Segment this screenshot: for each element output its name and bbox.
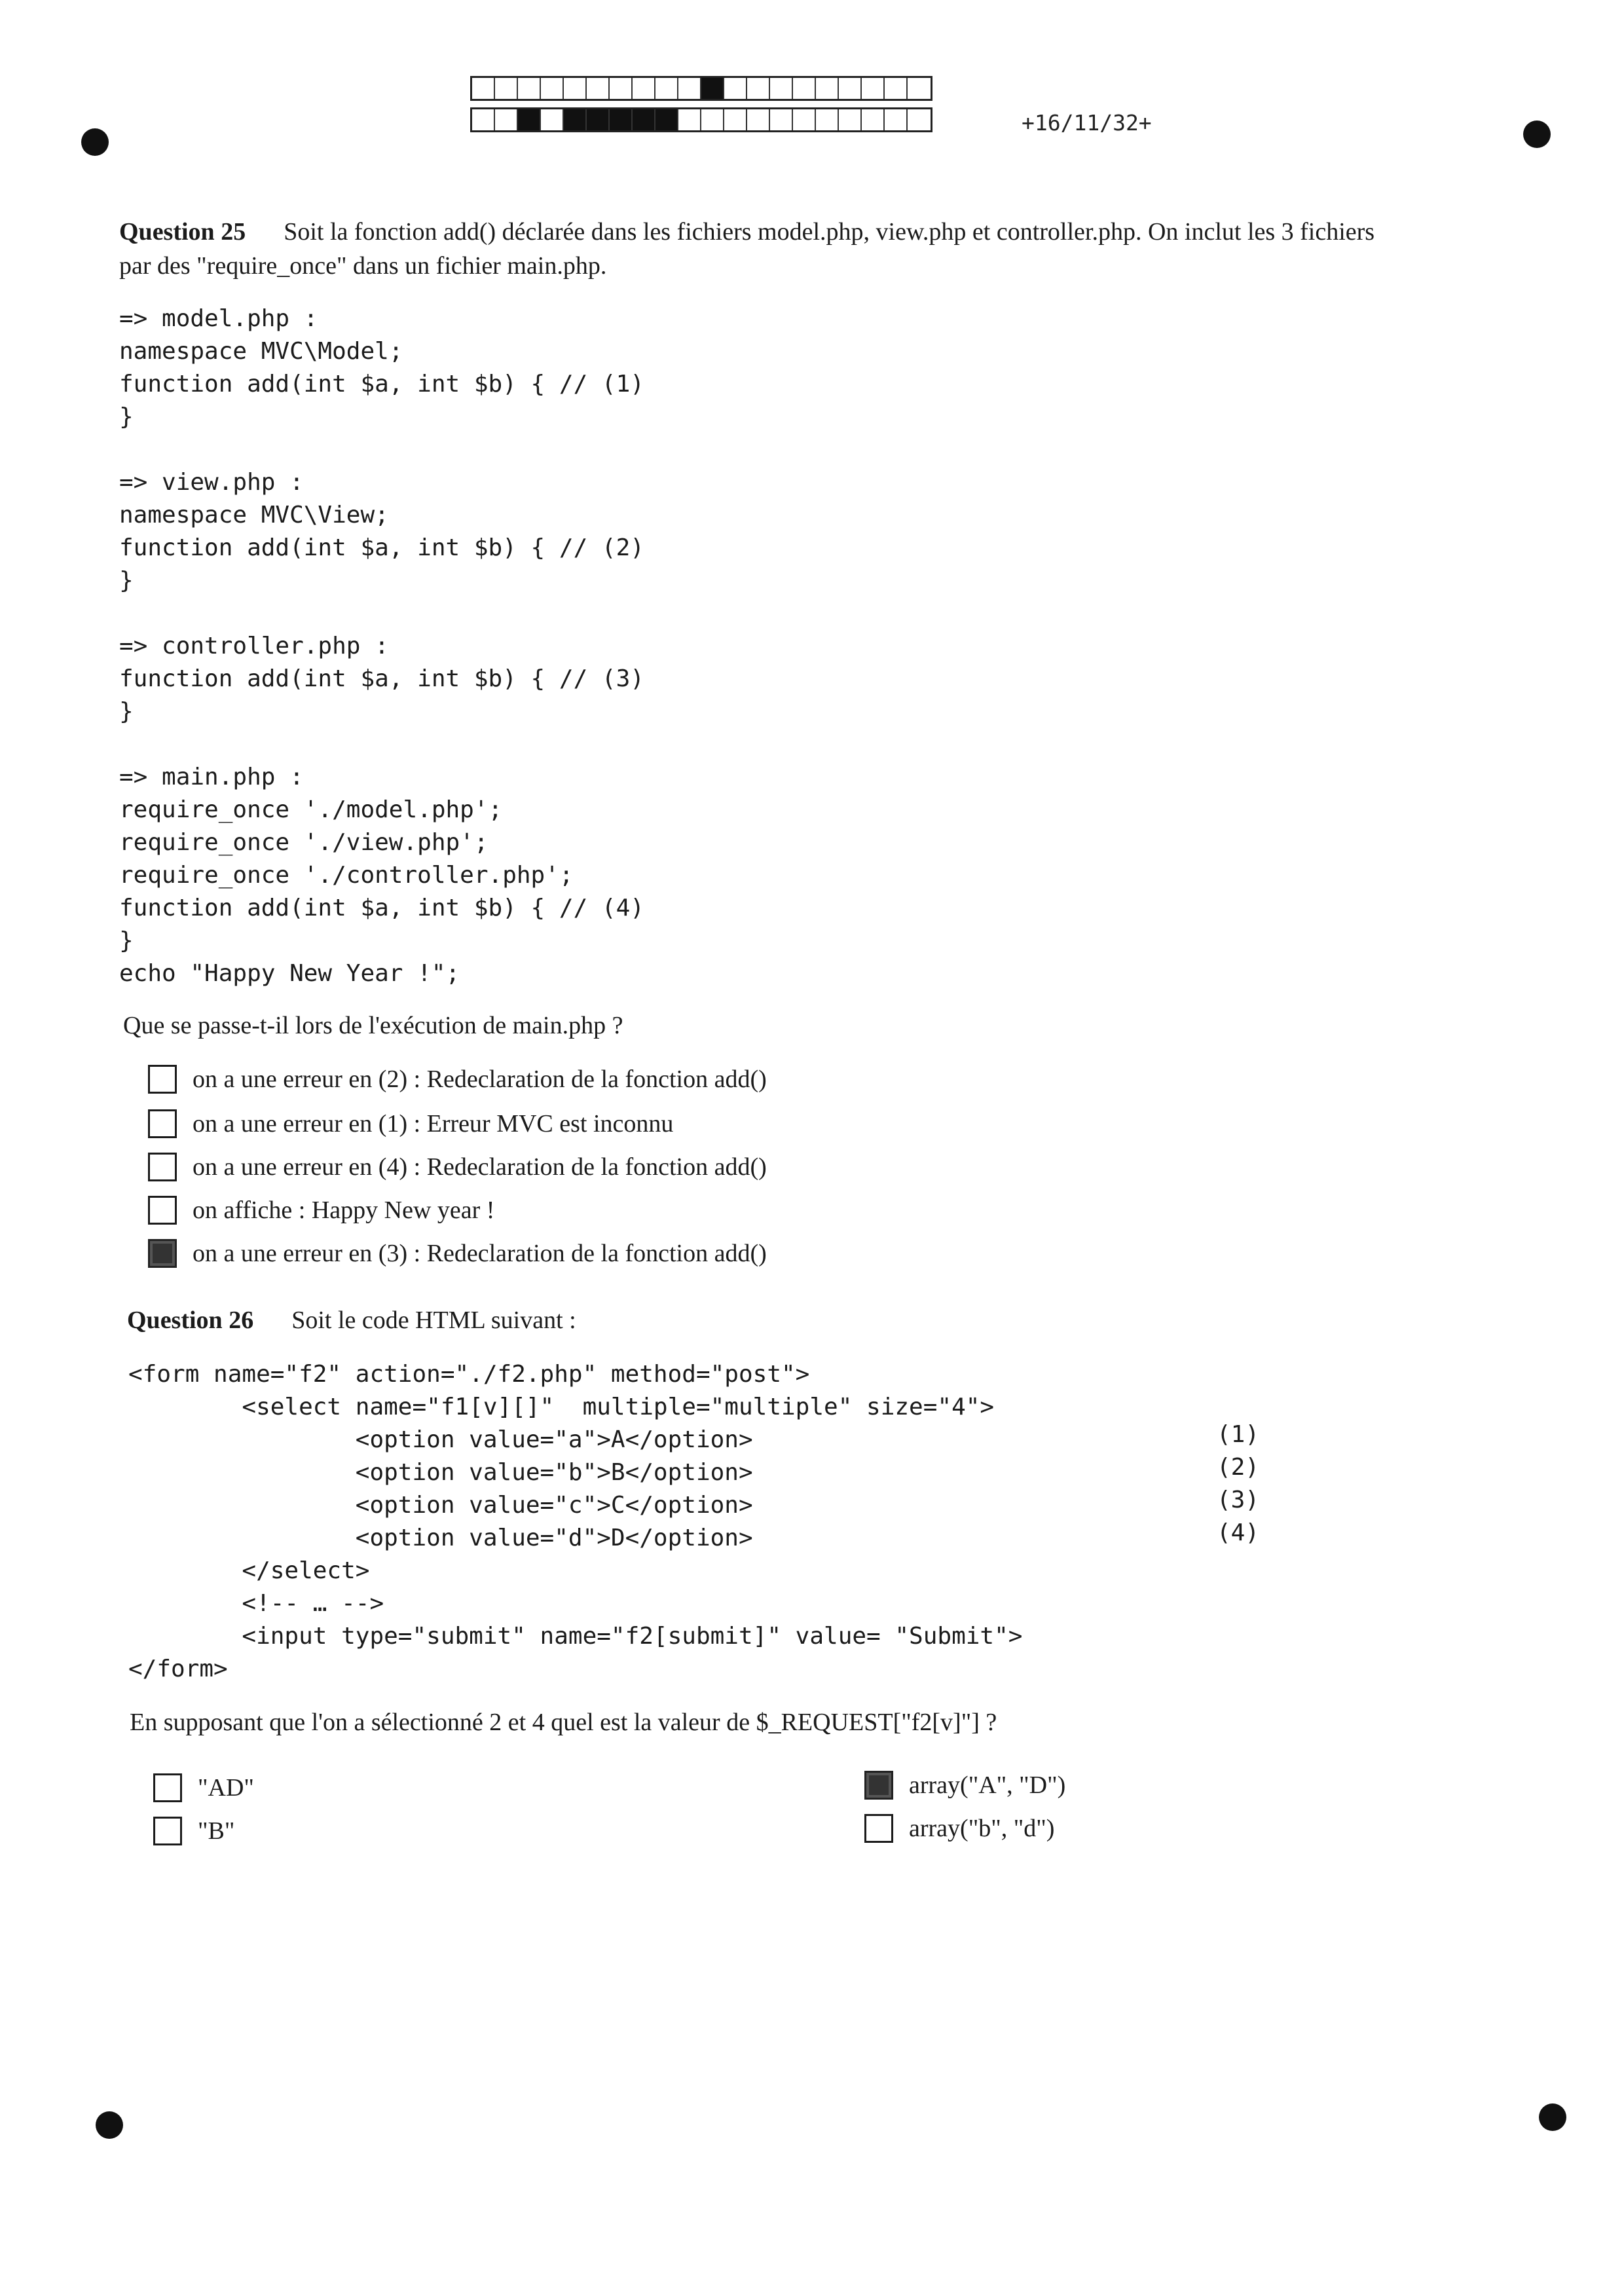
answer-option[interactable] xyxy=(148,1239,767,1268)
id-grid-cell-filled xyxy=(655,109,678,130)
answer-label: array("A", "D") xyxy=(909,1771,1066,1799)
code-controller: => controller.php : function add(int $a, int $b) { // (3) } xyxy=(119,633,644,725)
id-grid-bottom xyxy=(470,107,932,132)
question-26-header xyxy=(127,1302,576,1339)
id-grid-cell xyxy=(610,78,633,99)
registration-mark-top-left xyxy=(81,128,109,156)
id-grid-cell xyxy=(862,78,885,99)
id-grid-cell xyxy=(862,109,885,130)
answer-option[interactable] xyxy=(148,1153,767,1181)
id-grid-cell xyxy=(564,78,587,99)
checkbox[interactable] xyxy=(153,1773,182,1802)
id-grid-cell xyxy=(495,109,518,130)
id-grid-cell xyxy=(747,109,770,130)
registration-mark-bottom-left xyxy=(96,2111,123,2139)
id-grid-cell xyxy=(816,109,839,130)
id-grid-cell xyxy=(885,78,908,99)
line-number: (2) xyxy=(1217,1454,1260,1481)
registration-mark-top-right xyxy=(1523,120,1551,148)
id-grid-cell xyxy=(770,109,793,130)
id-grid-cell xyxy=(541,78,564,99)
question-prompt: En supposant que l'on a sélectionné 2 et 4 quel est la valeur de $_REQUEST["f2[v]"] ? xyxy=(130,1709,997,1736)
checkbox[interactable] xyxy=(148,1153,177,1181)
id-grid-cell xyxy=(587,78,610,99)
answer-label: on a une erreur en (1) : Erreur MVC est inconnu xyxy=(193,1110,674,1138)
question-text: Soit la fonction add() déclarée dans les fichiers model.php, view.php et controller.php. On inclut les 3 fichiers xyxy=(284,218,1375,246)
id-grid-cell-filled xyxy=(610,109,633,130)
answer-option[interactable] xyxy=(148,1196,494,1225)
line-number: (1) xyxy=(1217,1421,1260,1448)
answer-label: array("b", "d") xyxy=(909,1815,1055,1842)
id-grid-cell-filled xyxy=(564,109,587,130)
answer-label: "B" xyxy=(198,1817,235,1845)
answer-option[interactable] xyxy=(148,1065,767,1094)
id-grid-cell xyxy=(495,78,518,99)
id-grid-cell xyxy=(724,78,747,99)
code-html-form: <form name="f2" action="./f2.php" method="post"> <select name="f1[v][]" multiple="multiple" size="4"> <option value="a">A</option> <option value="b">B</option> <option value="c">C</option> <option value="d">D</option> </select> <!-- … --> <input type="submit" name="f2[submit]" value= "Submit"> </form> xyxy=(128,1361,1023,1682)
line-number: (4) xyxy=(1217,1519,1260,1546)
id-grid-cell xyxy=(908,109,931,130)
code-line-numbers xyxy=(1217,1418,1259,1549)
line-number: (3) xyxy=(1217,1487,1260,1513)
checkbox-checked[interactable] xyxy=(864,1771,893,1800)
id-grid-top xyxy=(470,76,932,101)
answer-label: on affiche : Happy New year ! xyxy=(193,1196,495,1224)
id-grid-cell-filled xyxy=(587,109,610,130)
id-grid-cell xyxy=(472,109,495,130)
code-main: => main.php : require_once './model.php'; require_once './view.php'; require_once './controller.php'; function add(int $a, int $b) { // (4) } echo "Happy New Year !"; xyxy=(119,764,644,987)
question-text-continued: par des "require_once" dans un fichier main.php. xyxy=(119,252,607,280)
checkbox[interactable] xyxy=(153,1817,182,1845)
answer-label: on a une erreur en (4) : Redeclaration de la fonction add() xyxy=(193,1153,767,1181)
id-grid-cell xyxy=(839,78,862,99)
id-grid-cell xyxy=(816,78,839,99)
id-grid-cell xyxy=(518,78,541,99)
checkbox[interactable] xyxy=(148,1109,177,1138)
id-grid-cell-filled xyxy=(633,109,655,130)
question-text: Soit le code HTML suivant : xyxy=(291,1306,576,1334)
answer-label: on a une erreur en (3) : Redeclaration de la fonction add() xyxy=(193,1240,767,1267)
id-grid-cell-filled xyxy=(518,109,541,130)
answer-label: "AD" xyxy=(198,1774,254,1802)
id-grid-cell xyxy=(633,78,655,99)
answer-option[interactable] xyxy=(153,1817,234,1845)
id-grid-cell xyxy=(678,78,701,99)
id-grid-cell xyxy=(793,78,816,99)
question-label: Question 26 xyxy=(127,1306,254,1334)
question-label: Question 25 xyxy=(119,218,246,246)
answer-option[interactable] xyxy=(148,1109,673,1138)
checkbox[interactable] xyxy=(148,1196,177,1225)
answer-option[interactable] xyxy=(153,1773,254,1802)
answer-option[interactable] xyxy=(864,1814,1054,1843)
id-grid-cell xyxy=(839,109,862,130)
id-grid-cell xyxy=(885,109,908,130)
answer-label: on a une erreur en (2) : Redeclaration de la fonction add() xyxy=(193,1065,767,1093)
code-view: => view.php : namespace MVC\View; function add(int $a, int $b) { // (2) } xyxy=(119,469,644,594)
id-grid-cell xyxy=(678,109,701,130)
checkbox[interactable] xyxy=(864,1814,893,1843)
id-grid-cell xyxy=(701,109,724,130)
registration-mark-bottom-right xyxy=(1539,2103,1566,2131)
id-grid-cell xyxy=(793,109,816,130)
id-grid-cell xyxy=(770,78,793,99)
id-grid-cell xyxy=(655,78,678,99)
id-grid-cell xyxy=(747,78,770,99)
id-grid-cell xyxy=(908,78,931,99)
id-grid-cell xyxy=(541,109,564,130)
id-grid-cell xyxy=(724,109,747,130)
id-grid-cell xyxy=(472,78,495,99)
question-25-header xyxy=(119,213,1375,250)
page-id: +16/11/32+ xyxy=(1022,110,1152,136)
question-prompt: Que se passe-t-il lors de l'exécution de main.php ? xyxy=(123,1012,623,1039)
answer-option[interactable] xyxy=(864,1771,1065,1800)
code-model: => model.php : namespace MVC\Model; function add(int $a, int $b) { // (1) } xyxy=(119,305,644,430)
checkbox[interactable] xyxy=(148,1065,177,1094)
id-grid-cell-filled xyxy=(701,78,724,99)
checkbox-checked[interactable] xyxy=(148,1239,177,1268)
